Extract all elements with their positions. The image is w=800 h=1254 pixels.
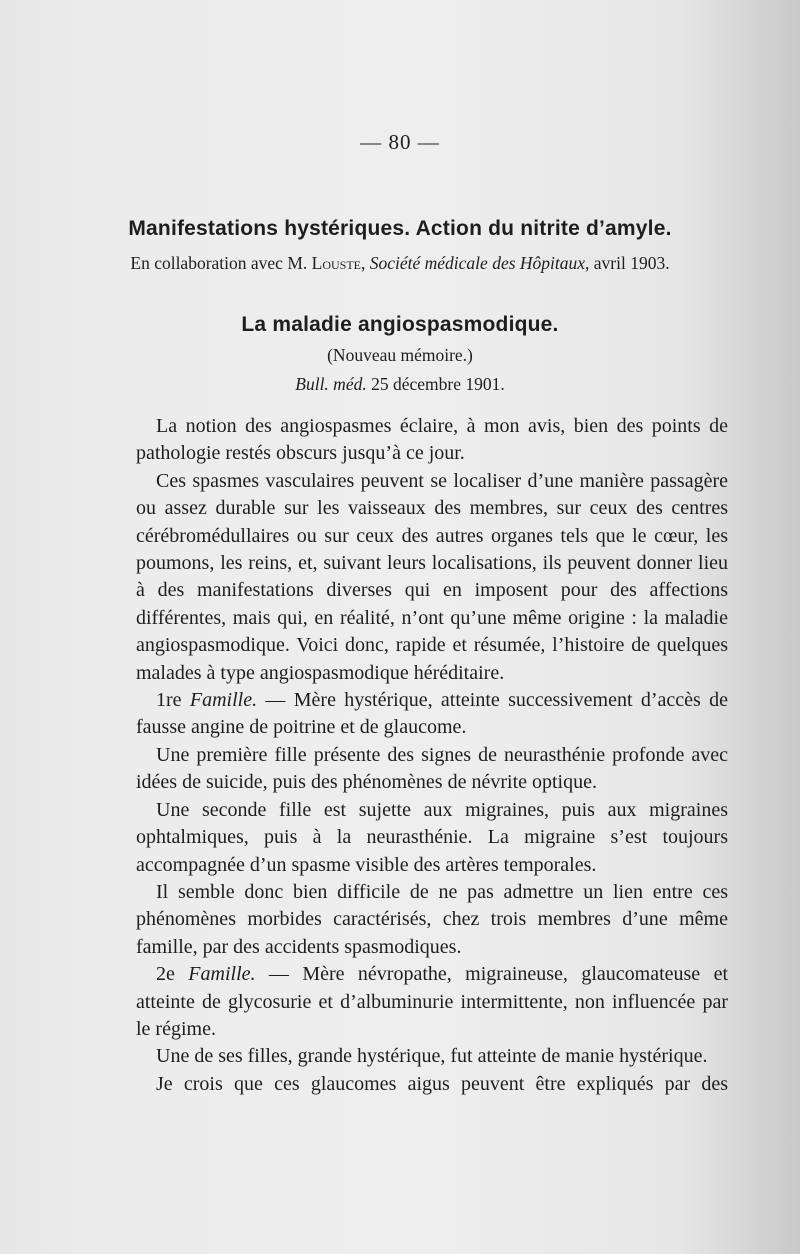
family-label: Famille. xyxy=(189,689,258,712)
paragraph: La notion des angiospasmes éclaire, à mon avis, bien des points de pathologie restés obscurs jusqu’à ce jour. xyxy=(136,415,728,465)
citation-date-bull: 25 décembre 1901. xyxy=(371,374,505,394)
paragraph: Je crois que ces glaucomes aigus peuvent être expliqués par des xyxy=(156,1072,728,1095)
section-subtitle: (Nouveau mémoire.) xyxy=(327,345,473,365)
citation-journal: Société médicale des Hôpitaux xyxy=(369,253,586,273)
paragraph: Une seconde fille est sujette aux migraines, puis aux migraines ophtalmiques, puis à la neurasthénie. La migraine s’est toujours accompagnée d’un spasme visible des artères temporales. xyxy=(136,798,728,876)
section-title-hysterical: Manifestations hystériques. Action du nitrite d’amyle. xyxy=(128,217,672,240)
paragraph-family-2: 2e Famille. — Mère névropathe, migraineuse, glaucomateuse et atteinte de glycosurie et d’albuminurie intermittente, non influencée par le régime. xyxy=(136,963,729,1040)
citation-prefix: En collaboration avec M. xyxy=(130,253,308,273)
family-number: 1re xyxy=(156,689,182,712)
paragraph: Une première fille présente des signes de neurasthénie profonde avec idées de suicide, puis des phénomènes de névrite optique. xyxy=(136,743,728,794)
paragraph-family-1: 1re Famille. — Mère hystérique, atteinte successivement d’accès de fausse angine de poitrine et de glaucome. xyxy=(136,689,728,739)
section-title-angiospasmodic: La maladie angiospasmodique. xyxy=(241,313,559,336)
family-number: 2e xyxy=(156,963,175,986)
paragraph: Ces spasmes vasculaires peuvent se localiser d’une manière passagère ou assez durable sur les vaisseaux des membres, sur ceux des centres cérébromédullaires ou sur ceux des autres organes tels que le cœur, les poumons, les reins, et, suivant leurs localisations, ils peuvent donner lieu à des manifestations diverses qui en imposent pour des affections différentes, mais qui, en réalité, n’ont qu’une même origine : la maladie angiospasmodique. Voici donc, rapide et résumée, l’histoire de quelques malades à type angiospasmodique héréditaire. xyxy=(136,469,728,684)
section-angiospasmodic-disease xyxy=(0,313,800,395)
citation-author: Louste xyxy=(311,253,361,273)
body-text xyxy=(136,413,728,1098)
paragraph: Une de ses filles, grande hystérique, fut atteinte de manie hystérique. xyxy=(156,1045,708,1068)
paragraph: Il semble donc bien difficile de ne pas admettre un lien entre ces phénomènes morbides caractérisés, chez trois membres d’une même famille, par des accidents spasmodiques. xyxy=(136,880,728,958)
citation-date: , avril 1903. xyxy=(585,253,670,273)
family-label: Famille. xyxy=(188,963,256,986)
citation-hysterical: En collaboration avec M. Louste, Société médicale des Hôpitaux, avril 1903. xyxy=(130,253,670,273)
citation-angiospasmodic xyxy=(0,374,800,395)
section-hysterical-manifestations xyxy=(0,217,800,274)
citation-journal-bull: Bull. méd. xyxy=(295,374,367,394)
page-number: — 80 — xyxy=(360,130,440,154)
